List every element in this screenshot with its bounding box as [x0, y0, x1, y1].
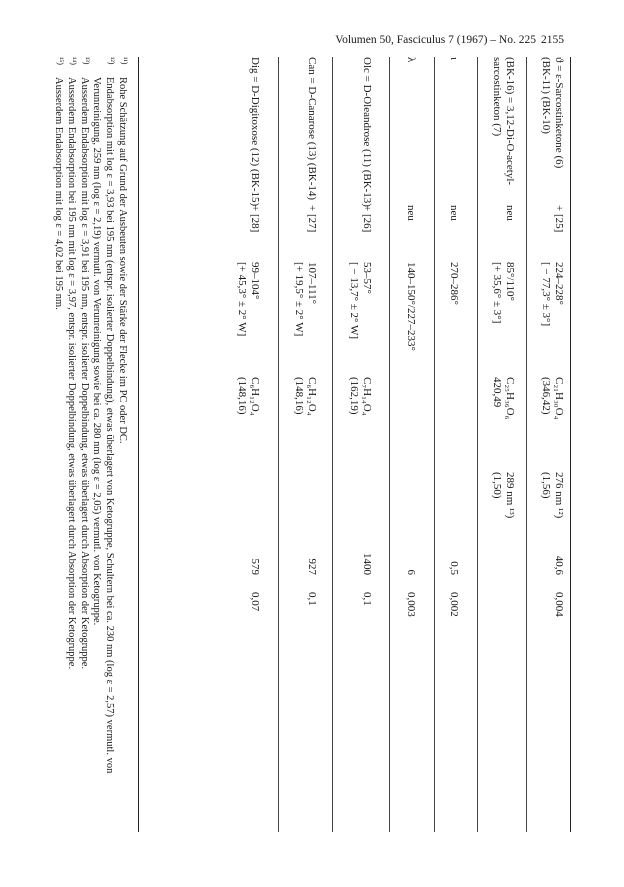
fraction-value: 0,003 — [405, 592, 417, 617]
row-separator — [526, 57, 527, 832]
yield-value: 927 — [306, 558, 318, 575]
melting-point: 140–150°/227–233° — [405, 262, 417, 351]
rotated-table-page — [53, 57, 573, 887]
row-separator — [389, 57, 390, 832]
footnote-mark: ¹³) — [81, 57, 91, 65]
literature-ref: neu — [448, 205, 460, 221]
row-separator — [278, 57, 279, 832]
molecular-weight: (346,42) — [540, 377, 552, 415]
compound-name: (BK-16) = 3,12-Di-O-acetyl- — [504, 57, 516, 186]
literature-ref: + [25] — [553, 205, 565, 233]
melting-point: 224–228° — [553, 262, 565, 305]
fraction-value: 0,1 — [306, 592, 318, 606]
molecular-weight: (148,16) — [236, 377, 248, 415]
yield-value: 1400 — [361, 553, 373, 575]
uv-maximum: 276 nm ¹²) — [553, 472, 565, 519]
molecular-formula: C₆H₁₂O₄ — [249, 377, 261, 416]
footnote-text: Ausserdem Endabsorption mit log ε = 4,02 bei 195 nm. — [53, 77, 65, 310]
literature-ref: + [26] — [361, 205, 373, 233]
melting-point: 85°/110° — [504, 262, 516, 301]
optical-rotation: [ − 77,3° ± 3°] — [540, 262, 552, 327]
molecular-formula: C₇H₁₄O₄ — [361, 377, 373, 416]
melting-point: 270–286° — [448, 262, 460, 305]
melting-point: 99–104° — [249, 262, 261, 300]
compound-name: ϑ = ε-Sarcostinketone (6) — [553, 57, 565, 169]
footnote — [51, 57, 64, 832]
footnote-mark: ¹⁵) — [56, 57, 66, 65]
footnote — [115, 57, 128, 832]
literature-ref: + [28] — [249, 205, 261, 233]
footnote — [90, 57, 116, 832]
fraction-value: 0,1 — [361, 592, 373, 606]
molecular-weight: (162,19) — [348, 377, 360, 415]
uv-log-epsilon: (1,56) — [540, 472, 552, 499]
optical-rotation: [ − 13,7° ± 2° W] — [348, 262, 360, 340]
compound-name: λ — [405, 57, 417, 63]
page-number: 2155 — [541, 34, 564, 46]
melting-point: 53–57° — [361, 262, 373, 294]
table-bottom-rule — [138, 57, 139, 832]
molecular-weight: (148,16) — [293, 377, 305, 415]
footnote-text: Ausserdem Endabsorption mit log ε = 3,91 bei 195 nm, entspr. isolierter Doppelbindung, etwas überlagert durch Absorption der Ketogruppe. — [78, 77, 90, 670]
footnote-text: Ausserdem Endabsorption bei 195 nm mit log ε = 3,97, entspr. isolierter Doppelbindung, etwas überlagert durch Absorption der Ketogruppe. — [65, 77, 77, 670]
journal-title: Volumen 50, Fasciculus 7 (1967) – No. 225 — [335, 34, 536, 46]
yield-value: 579 — [249, 558, 261, 575]
molecular-weight: 420,49 — [491, 377, 503, 408]
compound-name: Can = D-Canarose (13) (BK-14) — [306, 57, 318, 201]
footnote-mark: ¹⁴) — [68, 57, 78, 65]
literature-ref: neu — [504, 205, 516, 221]
footnote-text: Endabsorption mit log ε = 3,93 bei 195 nm (entspr. isolierter Doppelbindung), etwas überlagert von Ketogruppe, Schultern bei ca. 230 nm (log ε = 2,57) vermutl. von Verunreinigung, 259 nm (log ε = 2,19) vermutl. von Verunreinigung sowie bei ca. 280 nm (log ε = 2,05) vermutl. von Ketogruppe. — [91, 77, 116, 774]
footnote-text: Rohe Schätzung auf Grund der Ausbeuten sowie der Stärke der Flecke im PC oder DC. — [117, 77, 128, 444]
optical-rotation: [+ 45,3° ± 2° W] — [236, 262, 248, 337]
footnote-mark: ¹¹) — [120, 57, 129, 65]
uv-maximum: 289 nm ¹³) — [504, 472, 516, 519]
yield-value: 40,6 — [553, 555, 565, 575]
fraction-value: 0,07 — [249, 592, 261, 612]
footnote — [77, 57, 90, 832]
optical-rotation: [+ 35,6° ± 3°] — [491, 262, 503, 324]
optical-rotation: [+ 19,5° ± 2° W] — [293, 262, 305, 337]
molecular-formula: C₂₅H₃₆O₆ — [504, 377, 516, 420]
table-top-rule — [570, 57, 571, 832]
molecular-formula: C₆H₁₂O₄ — [306, 377, 318, 416]
uv-log-epsilon: (1,50) — [491, 472, 503, 499]
yield-value: 0,5 — [448, 561, 460, 575]
footnote-mark: ¹²) — [107, 57, 117, 65]
row-separator — [434, 57, 435, 832]
molecular-formula: C₂₁H₃₀O₄ — [553, 377, 565, 420]
melting-point: 107–111° — [306, 262, 318, 305]
compound-code: (BK-11) (BK-10) — [540, 57, 552, 134]
row-separator — [332, 57, 333, 832]
footnotes — [51, 57, 128, 832]
yield-value: 6 — [405, 569, 417, 575]
running-header — [0, 34, 624, 50]
fraction-value: 0,002 — [448, 592, 460, 617]
compound-code: sarcostinketon (7) — [491, 57, 503, 137]
fraction-value: 0,004 — [553, 592, 565, 617]
row-separator — [477, 57, 478, 832]
literature-ref: neu — [405, 205, 417, 221]
compound-name: Dig = D-Digitoxose (12) (BK-15) — [249, 57, 261, 207]
compound-name: ι — [448, 57, 460, 60]
footnote — [64, 57, 77, 832]
compound-name: Olc = D-Oleandrose (11) (BK-13) — [361, 57, 373, 207]
literature-ref: + [27] — [306, 205, 318, 233]
